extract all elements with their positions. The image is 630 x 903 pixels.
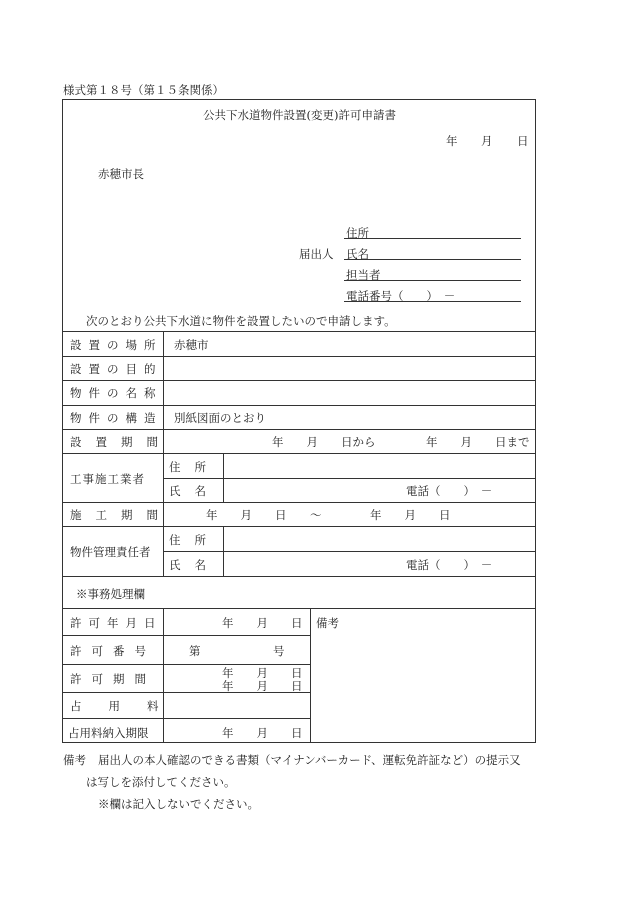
location-value[interactable]: 赤穂市	[174, 338, 209, 352]
payment-deadline-value[interactable]: 年 月 日	[222, 726, 303, 740]
work-to[interactable]: 年 月 日	[370, 508, 451, 522]
table-line	[223, 526, 224, 576]
manager-phone[interactable]: 電話（ ） －	[406, 558, 493, 572]
table-line	[62, 453, 536, 454]
structure-value[interactable]: 別紙図面のとおり	[174, 411, 266, 425]
note-label: 備考	[63, 753, 86, 767]
contractor-address-label: 住所	[169, 460, 220, 474]
permit-date-label: 許可年月日	[70, 616, 163, 630]
table-line	[223, 453, 224, 502]
period-label: 設置期間	[70, 435, 172, 449]
contractor-name-label: 氏名	[169, 484, 220, 498]
period-to[interactable]: 年 月 日まで	[426, 435, 530, 449]
work-period-label: 施工期間	[70, 508, 172, 522]
location-label: 設置の場所	[70, 338, 163, 352]
table-line	[62, 635, 310, 636]
form-number: 様式第１８号（第１５条関係）	[63, 83, 224, 97]
applicant-address-label: 住所	[346, 226, 369, 240]
contractor-label: 工事施工業者	[70, 472, 145, 486]
table-line	[62, 526, 536, 527]
manager-address-label: 住所	[169, 533, 220, 547]
date-month: 月	[481, 134, 493, 148]
table-line	[62, 502, 536, 503]
table-line	[62, 576, 536, 577]
work-tilde: ～	[310, 508, 322, 522]
note-line-3: ※欄は記入しないでください。	[98, 797, 259, 811]
work-from[interactable]: 年 月 日	[206, 508, 287, 522]
manager-name-label: 氏名	[169, 558, 220, 572]
permit-period-from[interactable]: 年 月 日	[222, 666, 303, 680]
object-name-label: 物件の名称	[70, 386, 163, 400]
table-line	[62, 718, 310, 719]
table-line	[310, 608, 311, 743]
date-day: 日	[517, 134, 529, 148]
table-line	[62, 429, 536, 430]
structure-label: 物件の構造	[70, 411, 163, 425]
applicant-label: 届出人	[299, 247, 334, 261]
remarks-label: 備考	[316, 616, 339, 630]
permit-number-label: 許可番号	[70, 644, 156, 658]
addressee: 赤穂市長	[98, 167, 144, 181]
table-line	[163, 478, 536, 479]
payment-deadline-label: 占用料納入期限	[68, 726, 149, 740]
applicant-name-line[interactable]	[344, 259, 521, 260]
table-line	[163, 551, 536, 552]
table-line	[163, 331, 164, 576]
statement: 次のとおり公共下水道に物件を設置したいので申請します。	[86, 314, 396, 328]
permit-number-suffix: 号	[273, 644, 285, 658]
table-line	[163, 608, 164, 743]
applicant-person-line[interactable]	[344, 280, 521, 281]
table-line	[62, 331, 536, 332]
applicant-phone-label: 電話番号（ ） －	[346, 289, 456, 303]
manager-label: 物件管理責任者	[70, 545, 151, 559]
table-line	[62, 356, 536, 357]
form-title: 公共下水道物件設置(変更)許可申請書	[203, 108, 396, 122]
applicant-address-line[interactable]	[344, 238, 521, 239]
permit-period-label: 許可期間	[70, 672, 156, 686]
applicant-person-label: 担当者	[346, 268, 381, 282]
permit-number-prefix: 第	[189, 644, 201, 658]
note-line-2: は写しを添付してください。	[86, 775, 236, 789]
permit-period-to[interactable]: 年 月 日	[222, 679, 303, 693]
permit-date-value[interactable]: 年 月 日	[222, 616, 303, 630]
note-line-1: 届出人の本人確認のできる書類（マイナンバーカード、運転免許証など）の提示又	[98, 753, 521, 767]
usage-fee-label: 占用料	[70, 699, 186, 713]
table-line	[62, 405, 536, 406]
date-year: 年	[446, 134, 458, 148]
purpose-label: 設置の目的	[70, 362, 163, 376]
applicant-phone-line[interactable]	[344, 301, 521, 302]
office-header: ※事務処理欄	[76, 587, 145, 601]
table-line	[62, 608, 536, 609]
contractor-phone[interactable]: 電話（ ） －	[406, 484, 493, 498]
period-from[interactable]: 年 月 日から	[272, 435, 376, 449]
table-line	[62, 380, 536, 381]
applicant-name-label: 氏名	[346, 247, 369, 261]
